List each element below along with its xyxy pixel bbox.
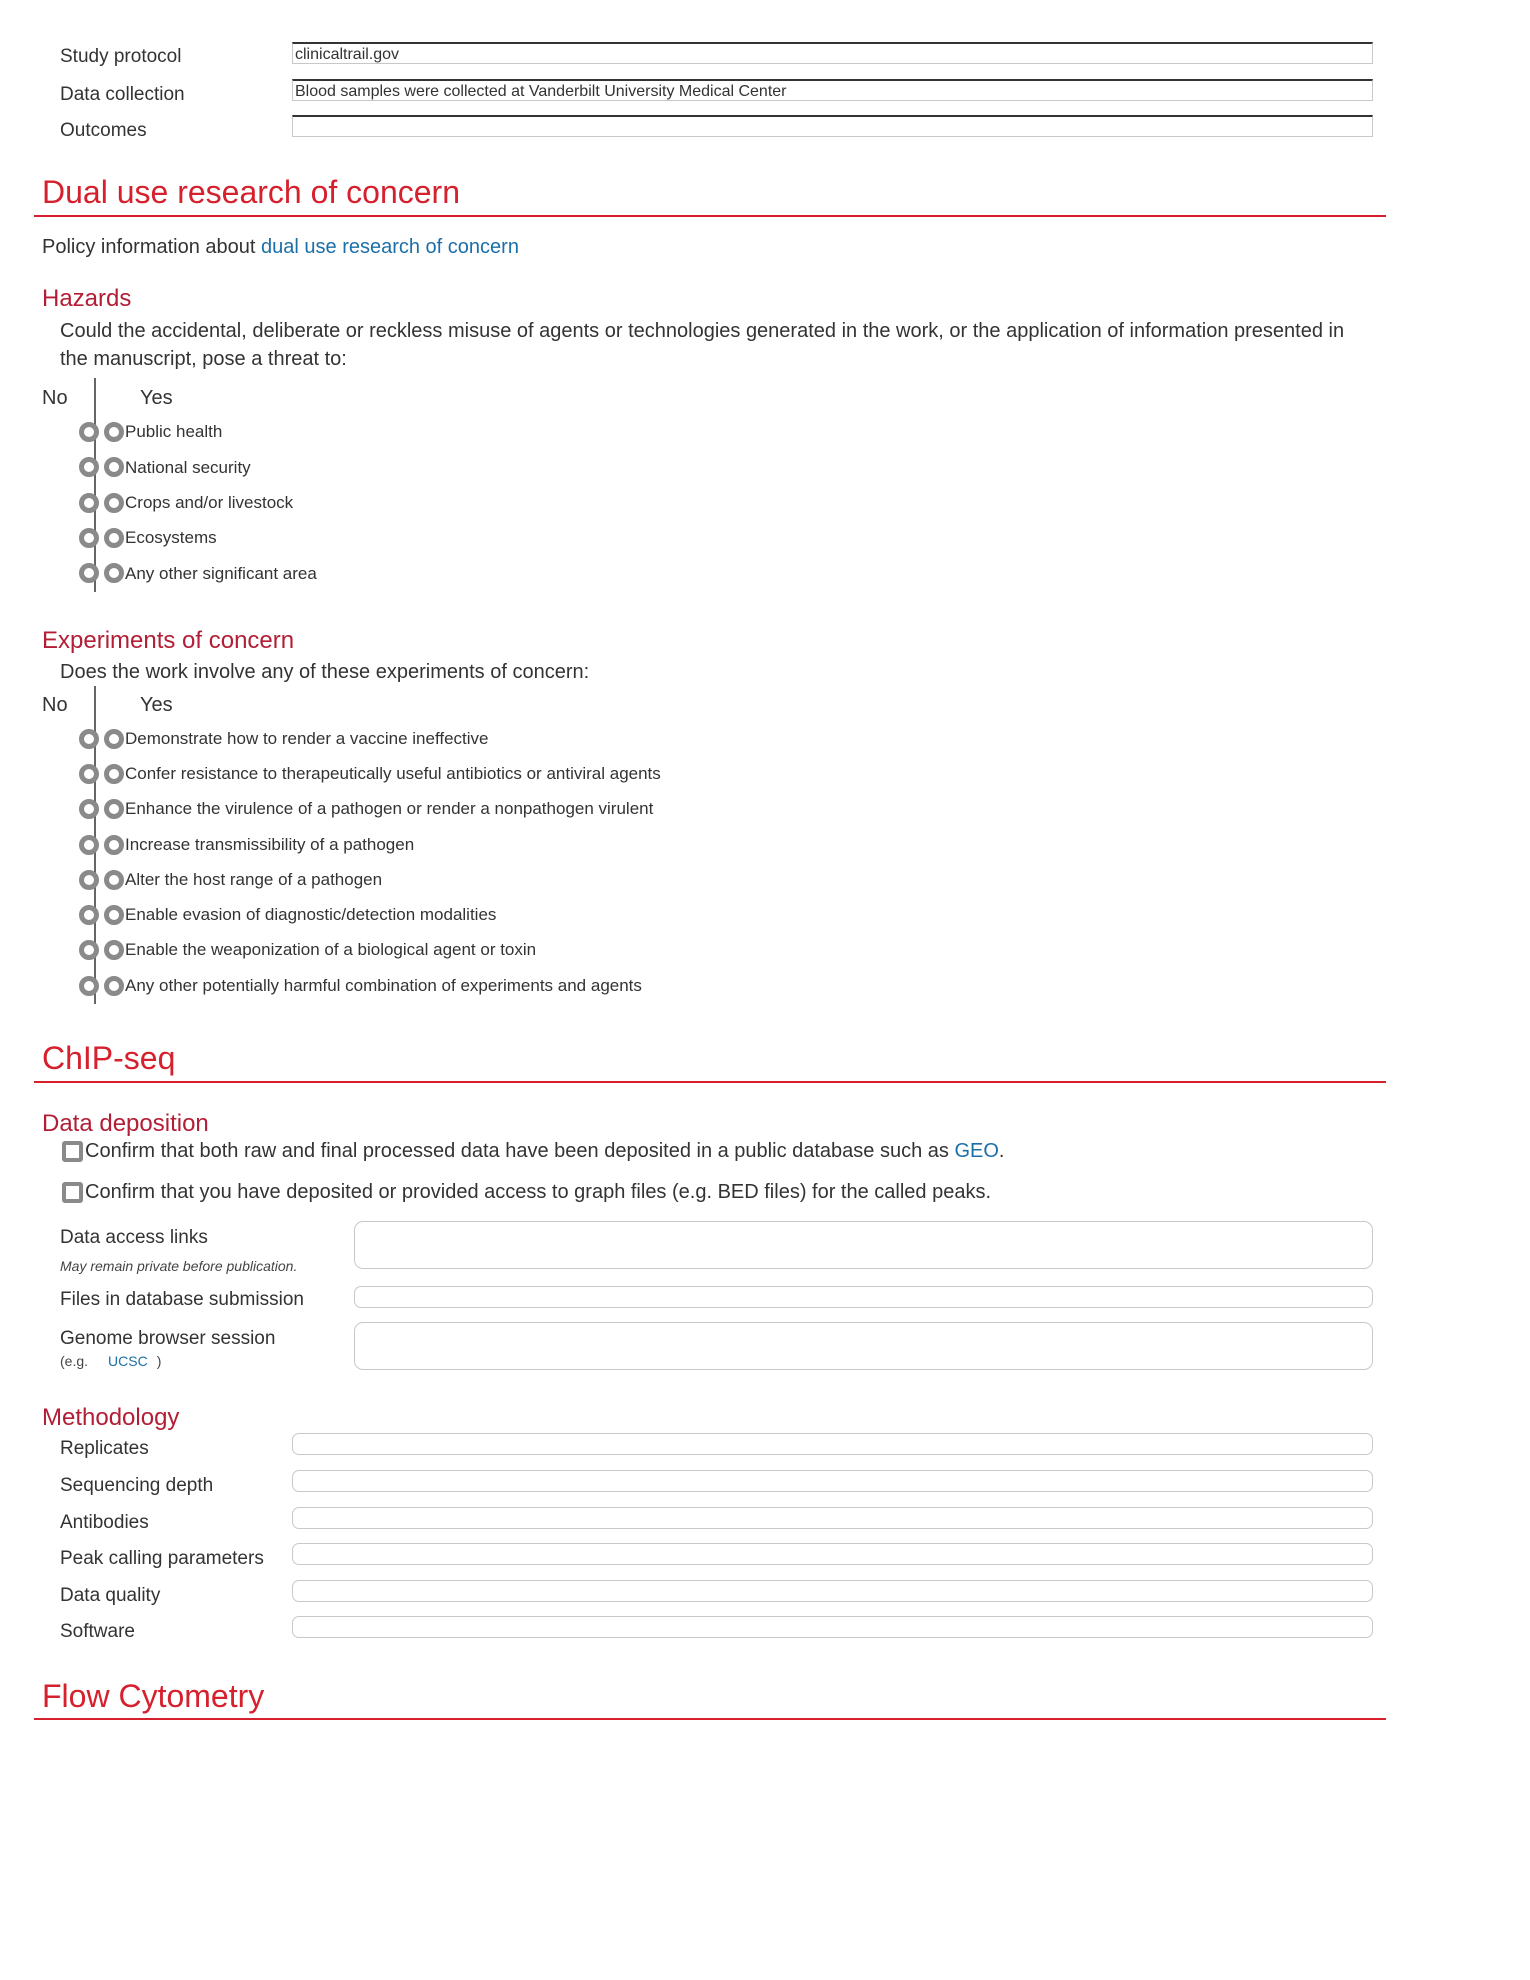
hazard-label: Ecosystems: [125, 528, 217, 547]
dual-use-title: Dual use research of concern: [42, 174, 460, 210]
experiment-vaccine-no-radio[interactable]: [79, 729, 99, 749]
chipseq-title: ChIP-seq: [42, 1040, 176, 1076]
hazard-label: Public health: [125, 422, 223, 441]
experiment-resistance-no-radio[interactable]: [79, 764, 99, 784]
replicates-label: Replicates: [60, 1438, 149, 1459]
outcomes-field[interactable]: [292, 115, 1373, 137]
hazards-question-line2: the manuscript, pose a threat to:: [60, 348, 347, 370]
hazard-label: Crops and/or livestock: [125, 493, 294, 512]
experiment-evasion-yes-radio[interactable]: [104, 905, 124, 925]
data-access-links-note: May remain private before publication.: [60, 1258, 298, 1274]
genome-browser-note-prefix: (e.g.: [60, 1353, 89, 1369]
hazard-label: National security: [125, 458, 251, 477]
experiment-other-no-radio[interactable]: [79, 976, 99, 996]
hazards-no-header: No: [42, 387, 68, 409]
software-field[interactable]: [292, 1616, 1373, 1638]
peak-calling-label: Peak calling parameters: [60, 1548, 264, 1569]
antibodies-label: Antibodies: [60, 1512, 149, 1533]
confirm-raw-data-period: .: [998, 1140, 1005, 1162]
data-quality-label: Data quality: [60, 1585, 161, 1606]
policy-prefix: Policy information about: [42, 236, 262, 258]
chipseq-rule: [34, 1081, 1386, 1083]
data-collection-label: Data collection: [60, 84, 185, 105]
experiment-host-range-yes-radio[interactable]: [104, 870, 124, 890]
experiment-weaponization-yes-radio[interactable]: [104, 940, 124, 960]
confirm-graph-files-label: Confirm that you have deposited or provided access to graph files (e.g. BED files) for the called peaks.: [85, 1181, 992, 1203]
experiment-virulence-yes-radio[interactable]: [104, 799, 124, 819]
experiment-other-yes-radio[interactable]: [104, 976, 124, 996]
dual-use-rule: [34, 215, 1386, 217]
hazard-crops-yes-radio[interactable]: [104, 493, 124, 513]
hazard-national-security-yes-radio[interactable]: [104, 457, 124, 477]
experiment-weaponization-no-radio[interactable]: [79, 940, 99, 960]
experiment-host-range-no-radio[interactable]: [79, 870, 99, 890]
hazard-public-health-no-radio[interactable]: [79, 422, 99, 442]
flow-cytometry-rule: [34, 1718, 1386, 1720]
hazard-ecosystems-no-radio[interactable]: [79, 528, 99, 548]
experiments-question: Does the work involve any of these experiments of concern:: [60, 661, 590, 683]
software-label: Software: [60, 1621, 135, 1642]
genome-browser-label: Genome browser session: [60, 1328, 276, 1349]
experiment-label: Enhance the virulence of a pathogen or render a nonpathogen virulent: [125, 799, 654, 818]
data-deposition-title: Data deposition: [42, 1110, 209, 1137]
hazard-other-yes-radio[interactable]: [104, 563, 124, 583]
data-collection-field[interactable]: Blood samples were collected at Vanderbilt University Medical Center: [292, 79, 1373, 101]
hazard-public-health-yes-radio[interactable]: [104, 422, 124, 442]
hazard-crops-no-radio[interactable]: [79, 493, 99, 513]
experiments-title: Experiments of concern: [42, 627, 295, 654]
experiment-resistance-yes-radio[interactable]: [104, 764, 124, 784]
confirm-raw-data-text: [85, 1140, 1004, 1163]
data-access-links-field[interactable]: [354, 1221, 1373, 1269]
experiment-transmissibility-no-radio[interactable]: [79, 835, 99, 855]
hazard-label: Any other significant area: [125, 564, 317, 583]
data-access-links-label: Data access links: [60, 1227, 208, 1248]
hazards-yes-header: Yes: [140, 387, 173, 409]
genome-browser-note: [60, 1353, 161, 1369]
peak-calling-field[interactable]: [292, 1543, 1373, 1565]
experiment-label: Enable evasion of diagnostic/detection modalities: [125, 905, 497, 924]
experiment-virulence-no-radio[interactable]: [79, 799, 99, 819]
files-submission-label: Files in database submission: [60, 1289, 304, 1310]
experiment-label: Confer resistance to therapeutically useful antibiotics or antiviral agents: [125, 764, 661, 783]
hazards-title: Hazards: [42, 285, 132, 312]
hazards-divider: [94, 378, 96, 592]
outcomes-label: Outcomes: [60, 120, 147, 141]
flow-cytometry-title: Flow Cytometry: [42, 1678, 265, 1714]
experiments-no-header: No: [42, 694, 68, 716]
replicates-field[interactable]: [292, 1433, 1373, 1455]
confirm-raw-data-checkbox[interactable]: [62, 1141, 83, 1162]
policy-link[interactable]: dual use research of concern: [261, 236, 519, 258]
genome-browser-note-suffix: ): [156, 1353, 162, 1369]
experiment-label: Increase transmissibility of a pathogen: [125, 835, 415, 854]
hazard-national-security-no-radio[interactable]: [79, 457, 99, 477]
confirm-graph-files-checkbox[interactable]: [62, 1182, 83, 1203]
experiment-vaccine-yes-radio[interactable]: [104, 729, 124, 749]
experiment-label: Any other potentially harmful combination of experiments and agents: [125, 976, 642, 995]
genome-browser-field[interactable]: [354, 1322, 1373, 1370]
hazards-question-line1: Could the accidental, deliberate or reckless misuse of agents or technologies generated in the work, or the application of information presented in: [60, 320, 1345, 342]
geo-link[interactable]: GEO: [954, 1140, 999, 1162]
confirm-raw-data-label: Confirm that both raw and final processed data have been deposited in a public database such as: [85, 1140, 955, 1162]
data-quality-field[interactable]: [292, 1580, 1373, 1602]
sequencing-depth-field[interactable]: [292, 1470, 1373, 1492]
experiment-label: Enable the weaponization of a biological agent or toxin: [125, 940, 537, 959]
hazard-other-no-radio[interactable]: [79, 563, 99, 583]
ucsc-link[interactable]: UCSC: [108, 1353, 148, 1369]
hazard-ecosystems-yes-radio[interactable]: [104, 528, 124, 548]
study-protocol-field[interactable]: clinicaltrail.gov: [292, 42, 1373, 64]
experiments-yes-header: Yes: [140, 694, 173, 716]
study-protocol-label: Study protocol: [60, 46, 182, 67]
experiment-label: Alter the host range of a pathogen: [125, 870, 383, 889]
methodology-title: Methodology: [42, 1404, 180, 1431]
experiment-label: Demonstrate how to render a vaccine ineffective: [125, 729, 489, 748]
policy-line: [42, 236, 519, 259]
experiment-transmissibility-yes-radio[interactable]: [104, 835, 124, 855]
files-submission-field[interactable]: [354, 1286, 1373, 1308]
experiment-evasion-no-radio[interactable]: [79, 905, 99, 925]
antibodies-field[interactable]: [292, 1507, 1373, 1529]
sequencing-depth-label: Sequencing depth: [60, 1475, 214, 1496]
